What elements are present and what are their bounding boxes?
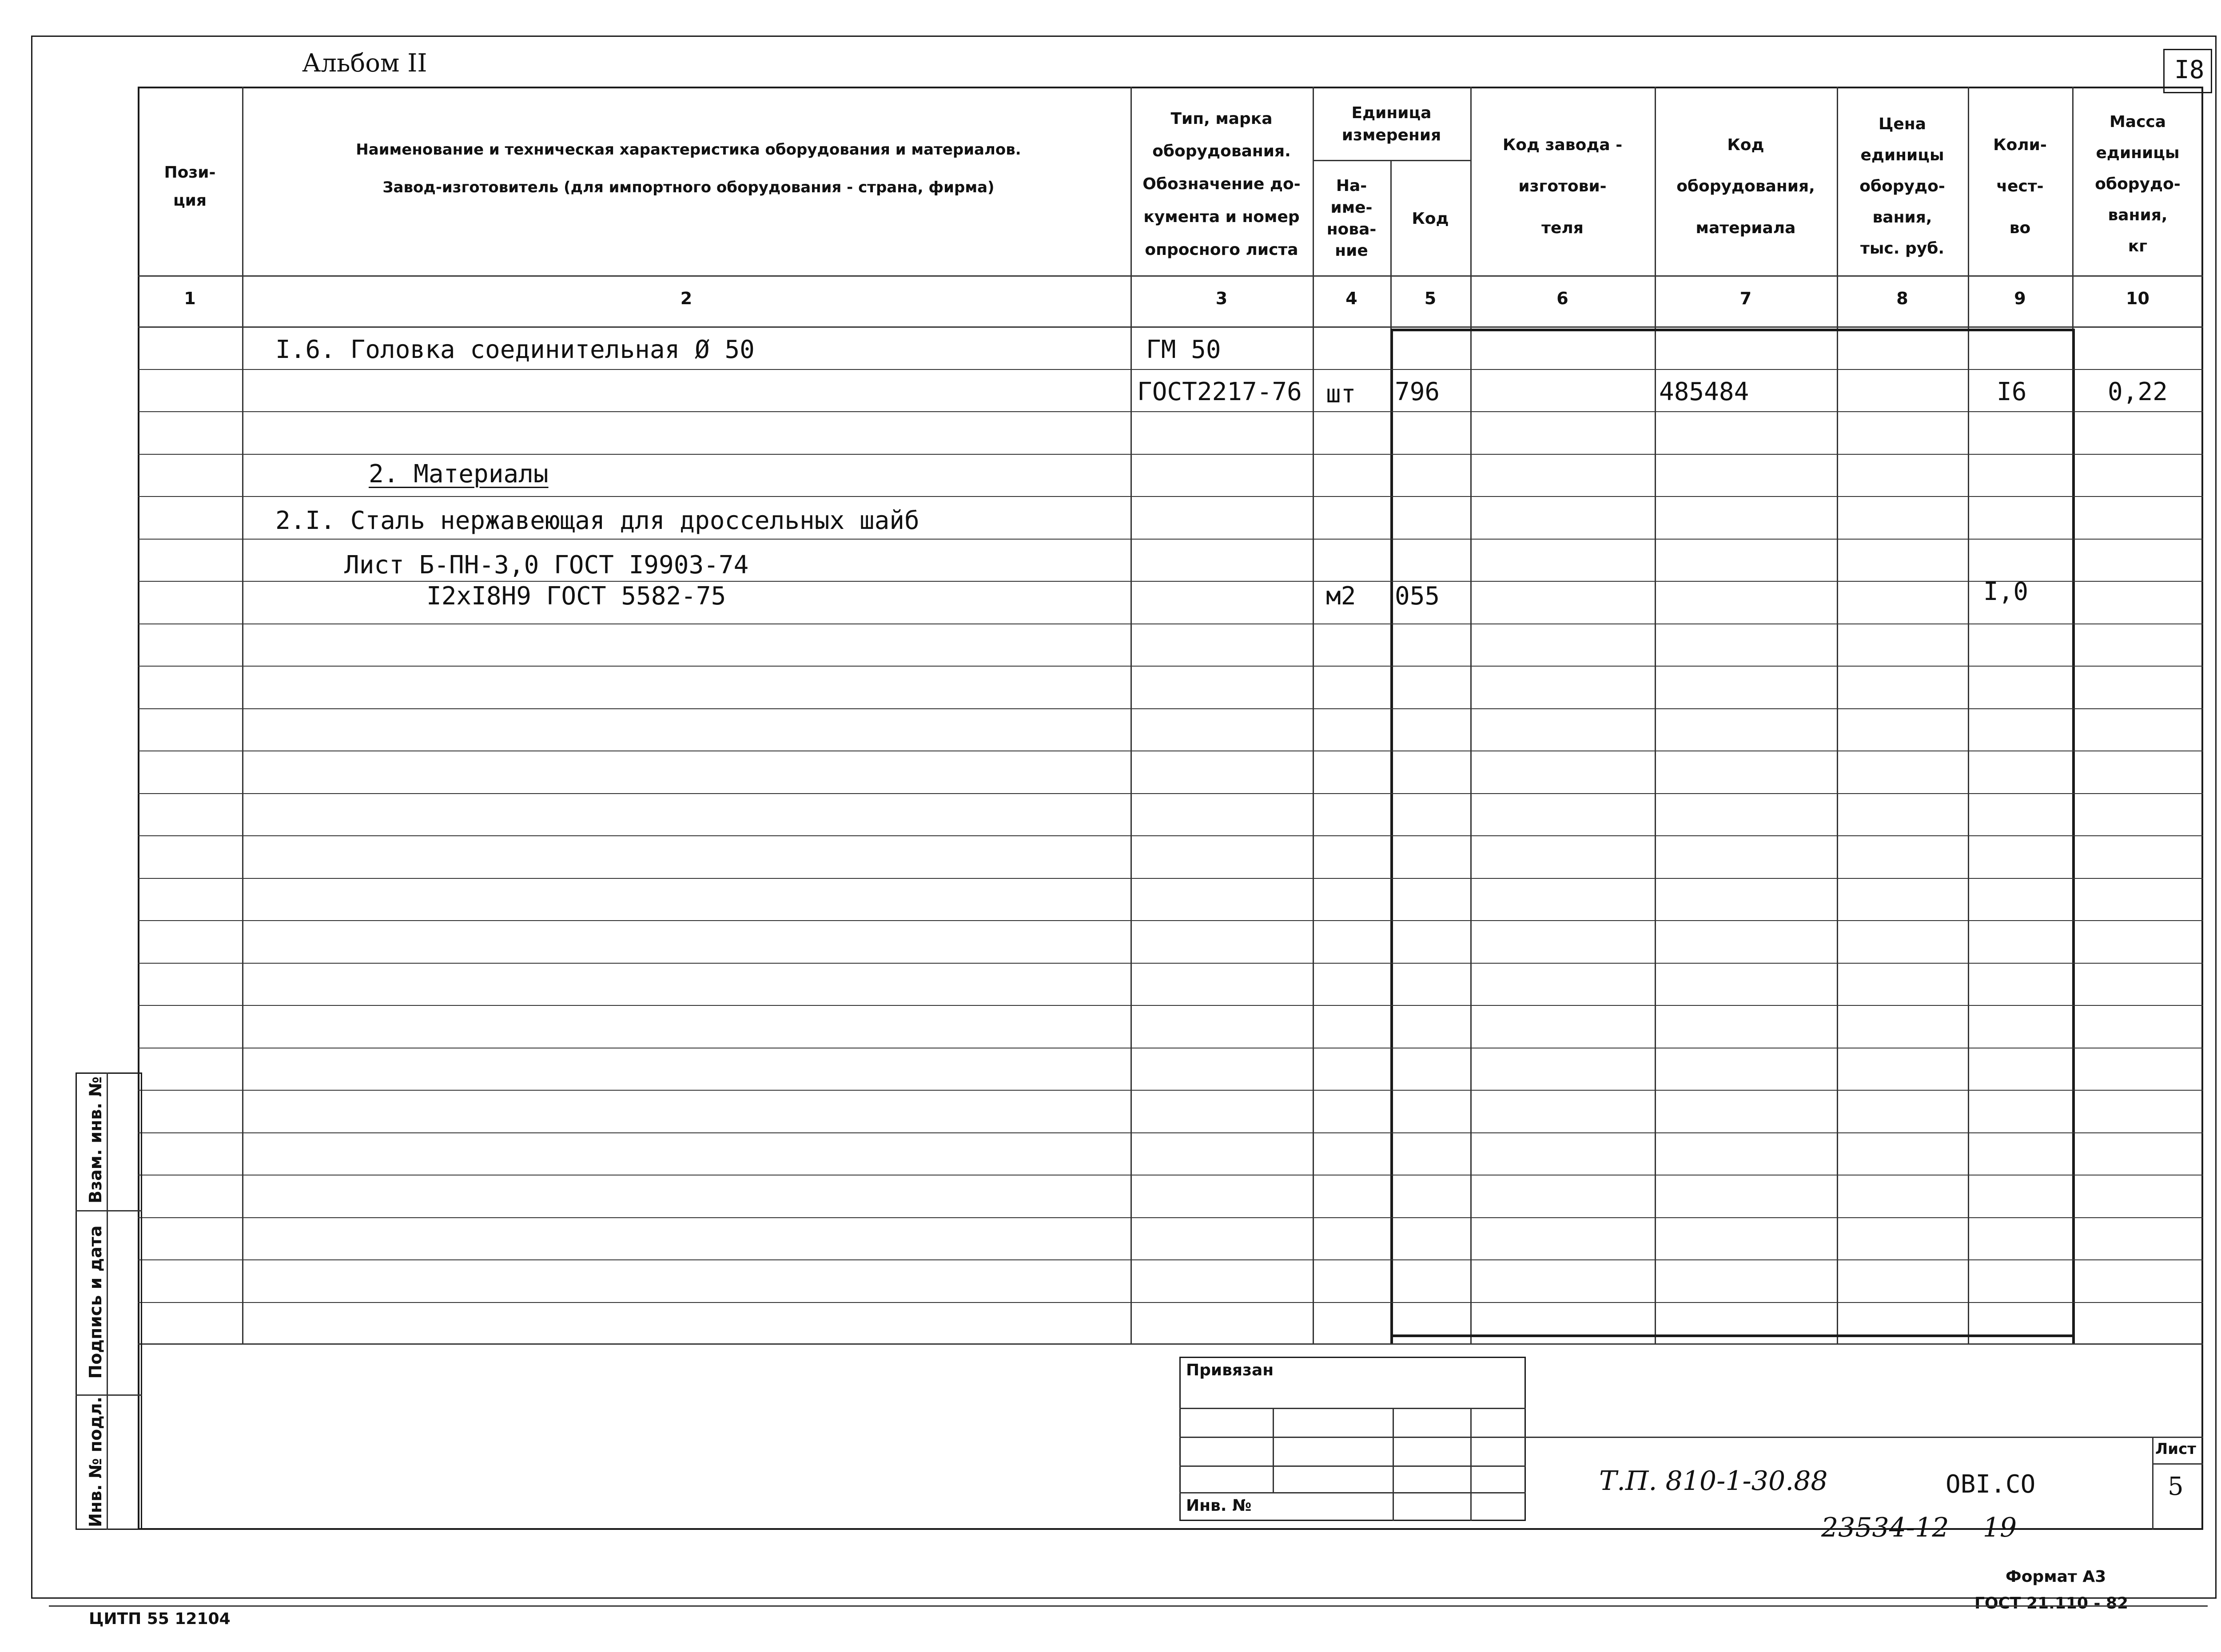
handwritten-number: 23534-12 19 — [1821, 1512, 2017, 1543]
col-header-7 — [1657, 102, 1835, 271]
col-header-9 — [1970, 102, 2070, 271]
row-line — [138, 1259, 2203, 1260]
doc-ref: Т.П. 810-1-30.88 — [1599, 1465, 1828, 1497]
col-header-1 — [140, 102, 240, 271]
row2-material-code: 485484 — [1659, 377, 1749, 406]
row6-name: Лист Б-ПН-3,0 ГОСТ I9903-74 — [344, 551, 749, 580]
list-box-left — [2152, 1437, 2153, 1530]
row-line — [138, 369, 2203, 370]
unit-group-header-text: Единица измерения — [1341, 103, 1441, 144]
row-line — [138, 411, 2203, 412]
side-podpis: Подпись и дата — [86, 1225, 105, 1379]
row-line — [138, 963, 2203, 964]
row-line — [138, 1090, 2203, 1091]
album-title: Альбом II — [302, 49, 427, 78]
table-bottom-line — [138, 1343, 2203, 1345]
col-num-3: 3 — [1215, 289, 1228, 308]
list-label: Лист — [2155, 1440, 2196, 1458]
row-line — [138, 708, 2203, 709]
col-header-6-text: Код завода - изготови- теля — [1502, 135, 1623, 237]
row-line — [138, 1302, 2203, 1303]
col-num-10: 10 — [2126, 289, 2149, 308]
row-line — [138, 666, 2203, 667]
header-bottom-line — [138, 275, 2203, 277]
privyazan-h1 — [1179, 1408, 1526, 1409]
row2-qty: I6 — [1997, 377, 2027, 406]
col-num-2: 2 — [680, 289, 693, 308]
unit-group-line — [1313, 160, 1470, 161]
col-num-4: 4 — [1345, 289, 1357, 308]
col-header-7-text: Код оборудования, материала — [1676, 135, 1815, 237]
citp-label: ЦИТП 55 12104 — [89, 1610, 231, 1628]
row7-code: 055 — [1395, 582, 1440, 611]
col-header-5 — [1393, 164, 1468, 273]
bottom-line — [49, 1605, 2208, 1607]
row7-unit: м2 — [1326, 582, 1356, 611]
row5-name: 2.I. Сталь нержавеющая для дроссельных шайб — [275, 506, 919, 535]
col-header-9-text: Коли- чест- во — [1993, 135, 2047, 237]
col-num-7: 7 — [1739, 289, 1752, 308]
row-line — [138, 835, 2203, 836]
colnum-bottom-line — [138, 326, 2203, 328]
privyazan-h2 — [1179, 1437, 1526, 1438]
row-line — [138, 920, 2203, 921]
row1-type: ГМ 50 — [1146, 335, 1221, 364]
row1-name: I.6. Головка соединительная Ø 50 — [275, 335, 755, 364]
row-line — [138, 454, 2203, 455]
col-header-6 — [1473, 102, 1652, 271]
list-box-mid — [2152, 1463, 2203, 1465]
row-line — [138, 539, 2203, 540]
privyazan-h4 — [1179, 1492, 1526, 1493]
col-num-6: 6 — [1556, 289, 1568, 308]
privyazan-v1 — [1273, 1408, 1274, 1492]
side-stamp-divider — [107, 1072, 108, 1530]
col-header-8-text: Цена единицы оборудо- вания, тыс. руб. — [1859, 115, 1945, 258]
col-header-10 — [2074, 98, 2201, 271]
col-header-4 — [1315, 164, 1388, 273]
side-vzam: Взам. инв. № — [86, 1076, 105, 1203]
col-num-9: 9 — [2014, 289, 2026, 308]
col-num-8: 8 — [1896, 289, 1908, 308]
row2-unit: шт — [1326, 380, 1356, 409]
sheet-number: I8 — [2174, 56, 2205, 84]
thick-bottom — [1390, 1334, 2075, 1337]
col-header-5-text: Код — [1412, 210, 1449, 228]
title-block-top — [1526, 1437, 2203, 1438]
col-header-2 — [249, 111, 1128, 226]
unit-group-header — [1315, 91, 1468, 158]
row-line — [138, 496, 2203, 497]
col-header-3-text: Тип, марка оборудования. Обозначение до- кумента и номер опросного листа — [1142, 109, 1301, 259]
row-line — [138, 1132, 2203, 1133]
row-line — [138, 1217, 2203, 1218]
privyazan-h3 — [1179, 1465, 1526, 1467]
col-header-10-text: Масса единицы оборудо- вания, кг — [2095, 112, 2181, 256]
col-header-8 — [1839, 102, 1966, 271]
privyazan-v2 — [1393, 1408, 1394, 1521]
side-inv: Инв. № подл. — [86, 1396, 105, 1528]
privyazan-label: Привязан — [1186, 1361, 1274, 1379]
thick-top — [1390, 329, 2075, 331]
col-num-1: 1 — [184, 289, 196, 308]
col-header-3 — [1133, 95, 1310, 273]
row2-code: 796 — [1395, 377, 1440, 406]
gost-label: ГОСТ 21.110 - 82 — [1974, 1594, 2129, 1612]
col-header-1-text: Пози- ция — [164, 163, 216, 210]
row4-heading: 2. Материалы — [369, 460, 549, 488]
list-value: 5 — [2168, 1472, 2184, 1501]
inv-no-label: Инв. № — [1186, 1497, 1252, 1515]
row-line — [138, 1005, 2203, 1006]
row-line — [138, 793, 2203, 794]
col-num-5: 5 — [1424, 289, 1437, 308]
row-line — [138, 878, 2203, 879]
col-header-4-text: На- име- нова- ние — [1326, 177, 1377, 260]
doc-code: OBI.CO — [1946, 1470, 2036, 1499]
row7-name: I2xI8H9 ГОСТ 5582-75 — [426, 582, 726, 611]
format-label: Формат А3 — [2006, 1568, 2106, 1586]
row-line — [138, 623, 2203, 624]
row2-type: ГОСТ2217-76 — [1137, 377, 1302, 406]
col-header-2-text: Наименование и техническая характеристика оборудования и материалов. Завод-изготовитель (для импортного оборудования - страна, фирма) — [356, 141, 1021, 196]
privyazan-v3 — [1470, 1408, 1472, 1521]
row7-qty: I,0 — [1983, 577, 2029, 606]
row2-mass: 0,22 — [2108, 377, 2168, 406]
